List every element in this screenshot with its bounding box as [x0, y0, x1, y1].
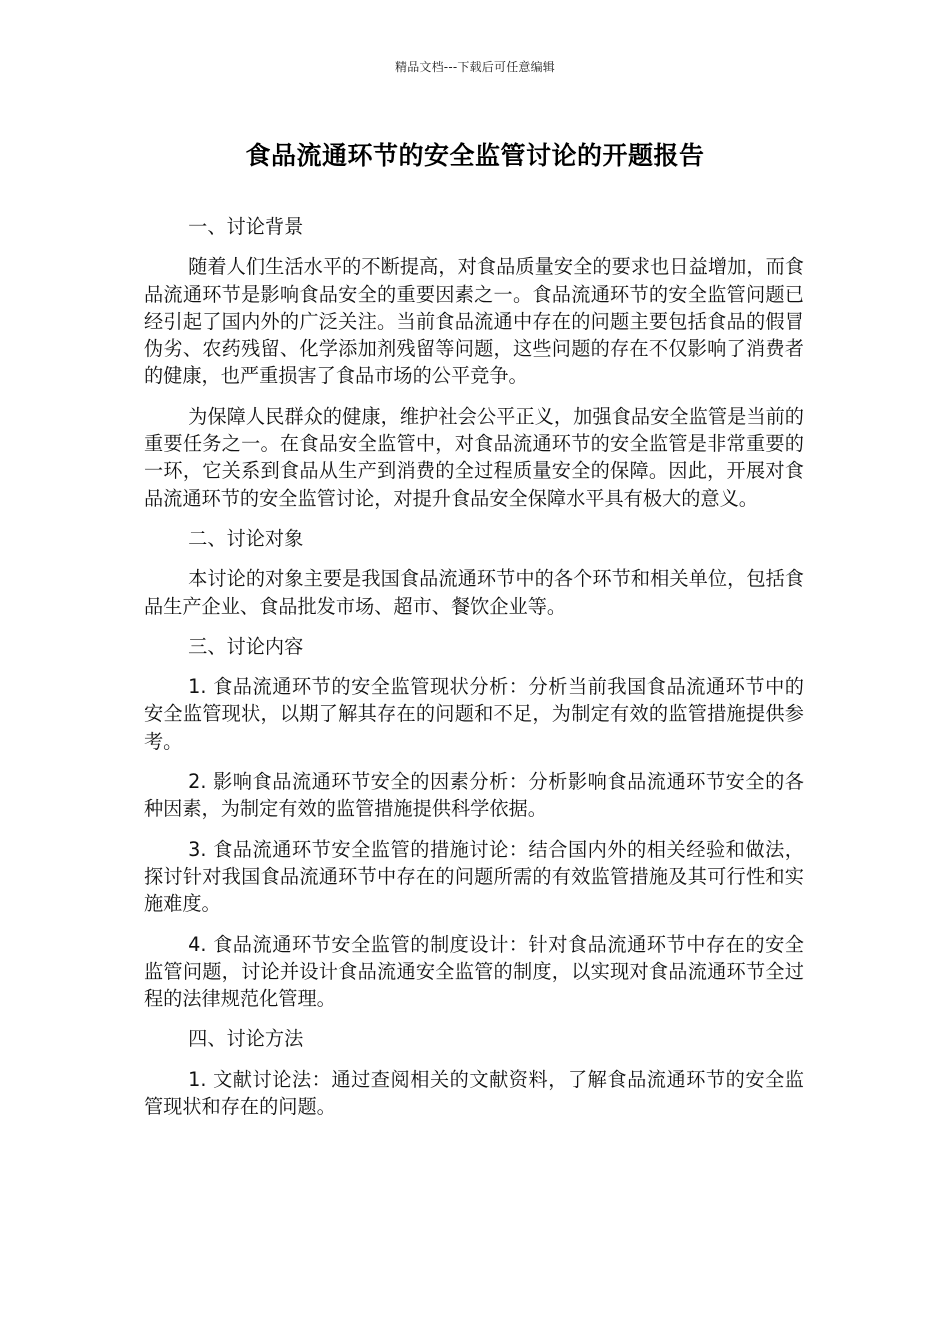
document-title: 食品流通环节的安全监管讨论的开题报告 [245, 141, 705, 170]
header-note: 精品文档---下载后可任意编辑 [395, 60, 555, 74]
section-heading-method: 四、讨论方法 [188, 1027, 304, 1051]
method-item-1: 1. 文献讨论法：通过查阅相关的文献资料，了解食品流通环节的安全监管现状和存在的问题。 [144, 1067, 804, 1119]
paragraph-subject-1: 本讨论的对象主要是我国食品流通环节中的各个环节和相关单位，包括食品生产企业、食品批发市场、超市、餐饮企业等。 [144, 567, 804, 618]
document-body [144, 213, 804, 1133]
content-item-1: 1. 食品流通环节的安全监管现状分析：分析当前我国食品流通环节中的安全监管现状，以期了解其存在的问题和不足，为制定有效的监管措施提供参考。 [144, 675, 804, 753]
section-heading-content: 三、讨论内容 [188, 634, 304, 658]
section-heading-background: 一、讨论背景 [188, 215, 304, 238]
paragraph-background-2: 为保障人民群众的健康，维护社会公平正义，加强食品安全监管是当前的重要任务之一。在食品安全监管中，对食品流通环节的安全监管是非常重要的一环，它关系到食品从生产到消费的全过程质量安全的保障。因此，开展对食品流通环节的安全监管讨论，对提升食品安全保障水平具有极大的意义。 [144, 404, 804, 510]
content-item-3: 3. 食品流通环节安全监管的措施讨论：结合国内外的相关经验和做法，探讨针对我国食品流通环节中存在的问题所需的有效监管措施及其可行性和实施难度。 [144, 837, 804, 916]
section-heading-subject: 二、讨论对象 [188, 526, 304, 550]
content-item-4: 4. 食品流通环节安全监管的制度设计：针对食品流通环节中存在的安全监管问题，讨论并设计食品流通安全监管的制度，以实现对食品流通环节全过程的法律规范化管理。 [144, 932, 804, 1011]
paragraph-background-1: 随着人们生活水平的不断提高，对食品质量安全的要求也日益增加，而食品流通环节是影响食品安全的重要因素之一。食品流通环节的安全监管问题已经引起了国内外的广泛关注。当前食品流通中存在的问题主要包括食品的假冒伪劣、农药残留、化学添加剂残留等问题，这些问题的存在不仅影响了消费者的健康，也严重损害了食品市场的公平竞争。 [144, 255, 804, 388]
content-item-2: 2. 影响食品流通环节安全的因素分析：分析影响食品流通环节安全的各种因素，为制定有效的监管措施提供科学依据。 [144, 770, 804, 821]
